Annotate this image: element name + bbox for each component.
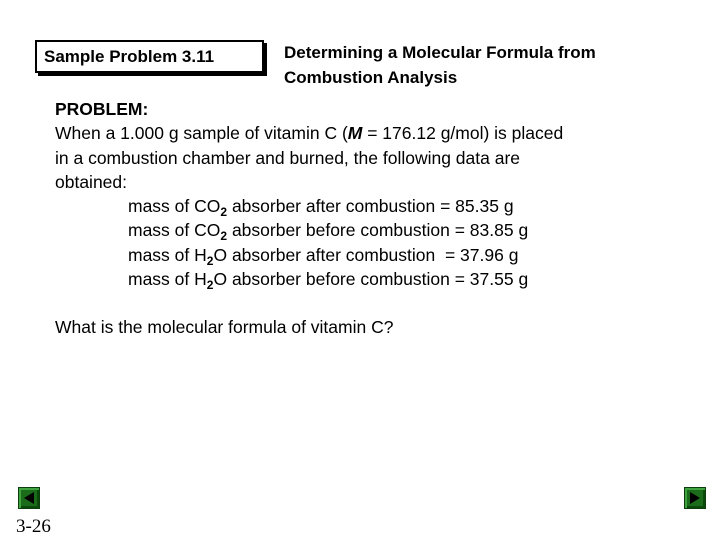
data-subscript: 2	[206, 253, 214, 268]
data-line	[128, 267, 695, 291]
data-line	[128, 243, 695, 267]
data-post: O absorber after combustion = 37.96 g	[213, 244, 519, 265]
triangle-left-icon	[22, 491, 36, 505]
data-pre: mass of H	[128, 269, 207, 290]
molar-mass-symbol: M	[347, 123, 363, 144]
data-subscript: 2	[220, 205, 228, 220]
problem-question: What is the molecular formula of vitamin C?	[55, 317, 394, 338]
data-line	[128, 218, 695, 242]
problem-intro-line-1	[55, 121, 695, 145]
slide-title	[284, 40, 704, 90]
slide-title-line-2: Combustion Analysis	[284, 68, 458, 87]
problem-body	[55, 97, 695, 340]
sample-problem-badge: Sample Problem 3.11	[35, 40, 264, 73]
slide-title-line-1: Determining a Molecular Formula from	[284, 43, 596, 62]
data-post: absorber after combustion = 85.35 g	[227, 196, 514, 217]
data-subscript: 2	[206, 278, 214, 293]
next-slide-button[interactable]	[684, 487, 706, 509]
data-list	[55, 194, 695, 291]
previous-slide-button[interactable]	[18, 487, 40, 509]
intro-text-a: When a 1.000 g sample of vitamin C (	[55, 123, 348, 144]
data-post: absorber before combustion = 83.85 g	[227, 220, 529, 241]
problem-intro-line-2: in a combustion chamber and burned, the following data are	[55, 147, 521, 168]
data-line	[128, 194, 695, 218]
slide-number: 3-26	[16, 516, 51, 537]
problem-intro-line-3: obtained:	[55, 171, 128, 192]
data-pre: mass of CO	[128, 220, 221, 241]
problem-heading: PROBLEM:	[55, 99, 149, 119]
data-subscript: 2	[220, 229, 228, 244]
data-post: O absorber before combustion = 37.55 g	[213, 269, 529, 290]
triangle-right-icon	[688, 491, 702, 505]
intro-text-b: = 176.12 g/mol) is placed	[362, 123, 564, 144]
data-pre: mass of H	[128, 244, 207, 265]
data-pre: mass of CO	[128, 196, 221, 217]
